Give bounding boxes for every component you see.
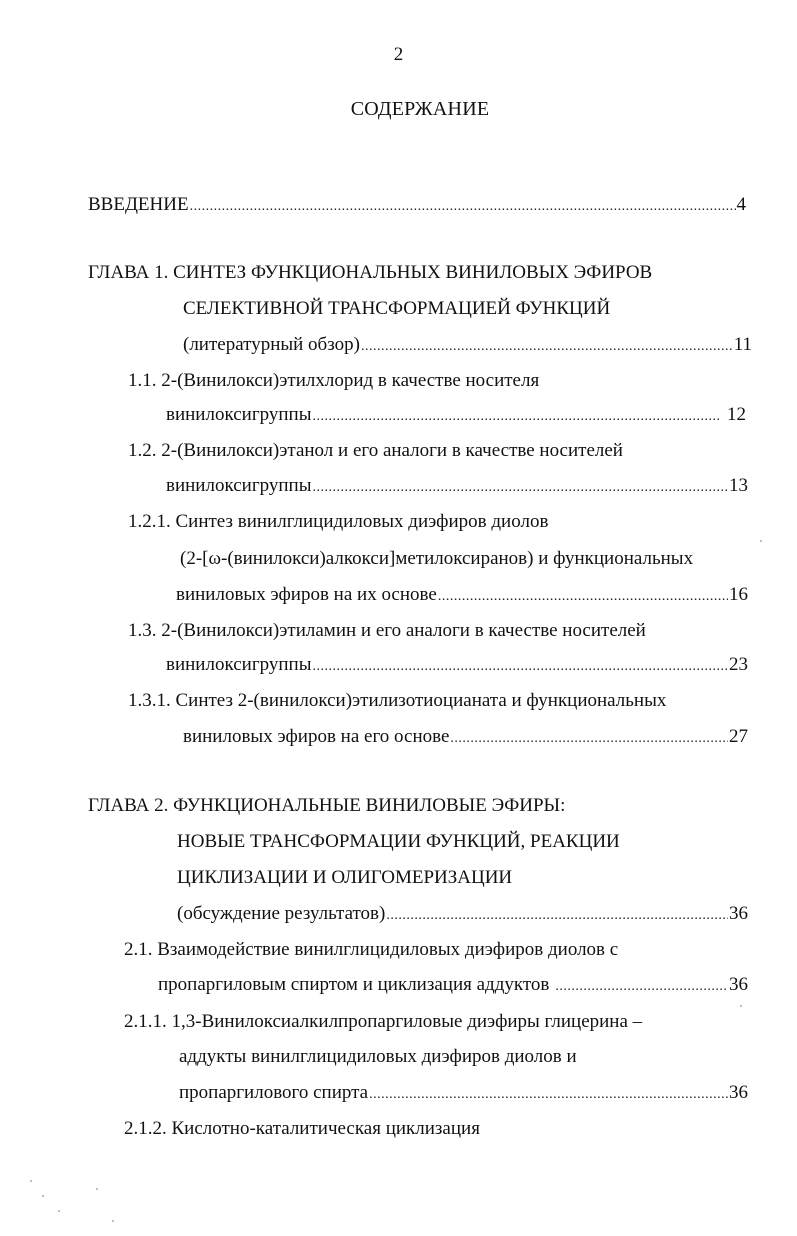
toc-entry-1-1 xyxy=(166,404,746,430)
section-1-3-1-line1: 1.3.1. Синтез 2-(винилокси)этилизотиоцианата и функциональных xyxy=(128,690,667,711)
toc-entry-chapter2 xyxy=(177,903,748,929)
toc-page: 36 xyxy=(729,903,748,924)
leader-dots xyxy=(190,199,736,215)
scan-speck xyxy=(112,1220,114,1222)
toc-label: пропаргилового спирта xyxy=(179,1082,369,1103)
section-2-1-1-line1: 2.1.1. 1,3-Винилоксиалкилпропаргиловые диэфиры глицерина – xyxy=(124,1011,643,1032)
toc-label: ВВЕДЕНИЕ xyxy=(88,194,189,215)
toc-label: виниловых эфиров на его основе xyxy=(183,726,450,747)
toc-page: 12 xyxy=(727,404,746,425)
section-1-2-1-line2: (2-[ω-(винилокси)алкокси]метилоксиранов) и функциональных xyxy=(180,548,694,569)
toc-label: винилоксигруппы xyxy=(166,475,312,496)
toc-entry-2-1 xyxy=(158,974,748,1000)
page-title: СОДЕРЖАНИЕ xyxy=(350,98,490,120)
toc-entry-1-3 xyxy=(166,654,748,680)
toc-page: 16 xyxy=(729,584,748,605)
chapter2-title-line2: НОВЫЕ ТРАНСФОРМАЦИИ ФУНКЦИЙ, РЕАКЦИИ xyxy=(177,831,620,852)
toc-label: винилоксигруппы xyxy=(166,404,312,425)
toc-entry-chapter1 xyxy=(183,334,752,360)
leader-dots xyxy=(312,659,728,675)
toc-entry-1-3-1 xyxy=(183,726,748,752)
section-2-1-2-line1: 2.1.2. Кислотно-каталитическая циклизация xyxy=(124,1118,480,1139)
chapter1-title-line2: СЕЛЕКТИВНОЙ ТРАНСФОРМАЦИЕЙ ФУНКЦИЙ xyxy=(183,298,611,319)
toc-page: 4 xyxy=(736,194,746,215)
section-2-1-1-line2: аддукты винилглицидиловых диэфиров диолов и xyxy=(179,1046,577,1067)
toc-label: (обсуждение результатов) xyxy=(177,903,386,924)
leader-dots xyxy=(450,731,728,747)
toc-label: пропаргиловым спиртом и циклизация аддуктов xyxy=(158,974,550,995)
leader-dots xyxy=(438,589,728,605)
toc-entry-1-2 xyxy=(166,475,748,501)
section-2-1-line1: 2.1. Взаимодействие винилглицидиловых диэфиров диолов с xyxy=(124,939,619,960)
section-1-3-line1: 1.3. 2-(Винилокси)этиламин и его аналоги в качестве носителей xyxy=(128,620,646,641)
section-1-2-1-line1: 1.2.1. Синтез винилглицидиловых диэфиров диолов xyxy=(128,511,549,532)
toc-page: 23 xyxy=(729,654,748,675)
toc-page: 27 xyxy=(729,726,748,747)
leader-dots xyxy=(555,979,728,995)
scan-speck xyxy=(760,540,762,542)
leader-dots xyxy=(369,1087,728,1103)
chapter1-title-line1: ГЛАВА 1. СИНТЕЗ ФУНКЦИОНАЛЬНЫХ ВИНИЛОВЫХ ЭФИРОВ xyxy=(88,262,653,283)
chapter2-title-line3: ЦИКЛИЗАЦИИ И ОЛИГОМЕРИЗАЦИИ xyxy=(177,867,513,888)
toc-page: 36 xyxy=(729,1082,748,1103)
leader-dots xyxy=(386,908,728,924)
toc-page: 13 xyxy=(729,475,748,496)
toc-entry-intro xyxy=(88,194,746,220)
chapter2-title-line1: ГЛАВА 2. ФУНКЦИОНАЛЬНЫЕ ВИНИЛОВЫЕ ЭФИРЫ: xyxy=(88,795,566,816)
toc-page: 11 xyxy=(733,334,752,355)
scan-speck xyxy=(96,1188,98,1190)
toc-label: винилоксигруппы xyxy=(166,654,312,675)
toc-label: виниловых эфиров на их основе xyxy=(176,584,437,605)
toc-label: (литературный обзор) xyxy=(183,334,360,355)
toc-page: 36 xyxy=(729,974,748,995)
page-number: 2 xyxy=(393,44,404,65)
leader-dots xyxy=(312,409,720,425)
toc-entry-1-2-1 xyxy=(176,584,748,610)
scan-speck xyxy=(58,1210,60,1212)
scan-speck xyxy=(42,1195,44,1197)
leader-dots xyxy=(361,339,733,355)
leader-dots xyxy=(312,480,728,496)
toc-entry-2-1-1 xyxy=(179,1082,748,1108)
scan-speck xyxy=(30,1180,32,1182)
section-1-2-line1: 1.2. 2-(Винилокси)этанол и его аналоги в качестве носителей xyxy=(128,440,623,461)
section-1-1-line1: 1.1. 2-(Винилокси)этилхлорид в качестве носителя xyxy=(128,370,540,391)
scan-speck xyxy=(740,1005,742,1007)
